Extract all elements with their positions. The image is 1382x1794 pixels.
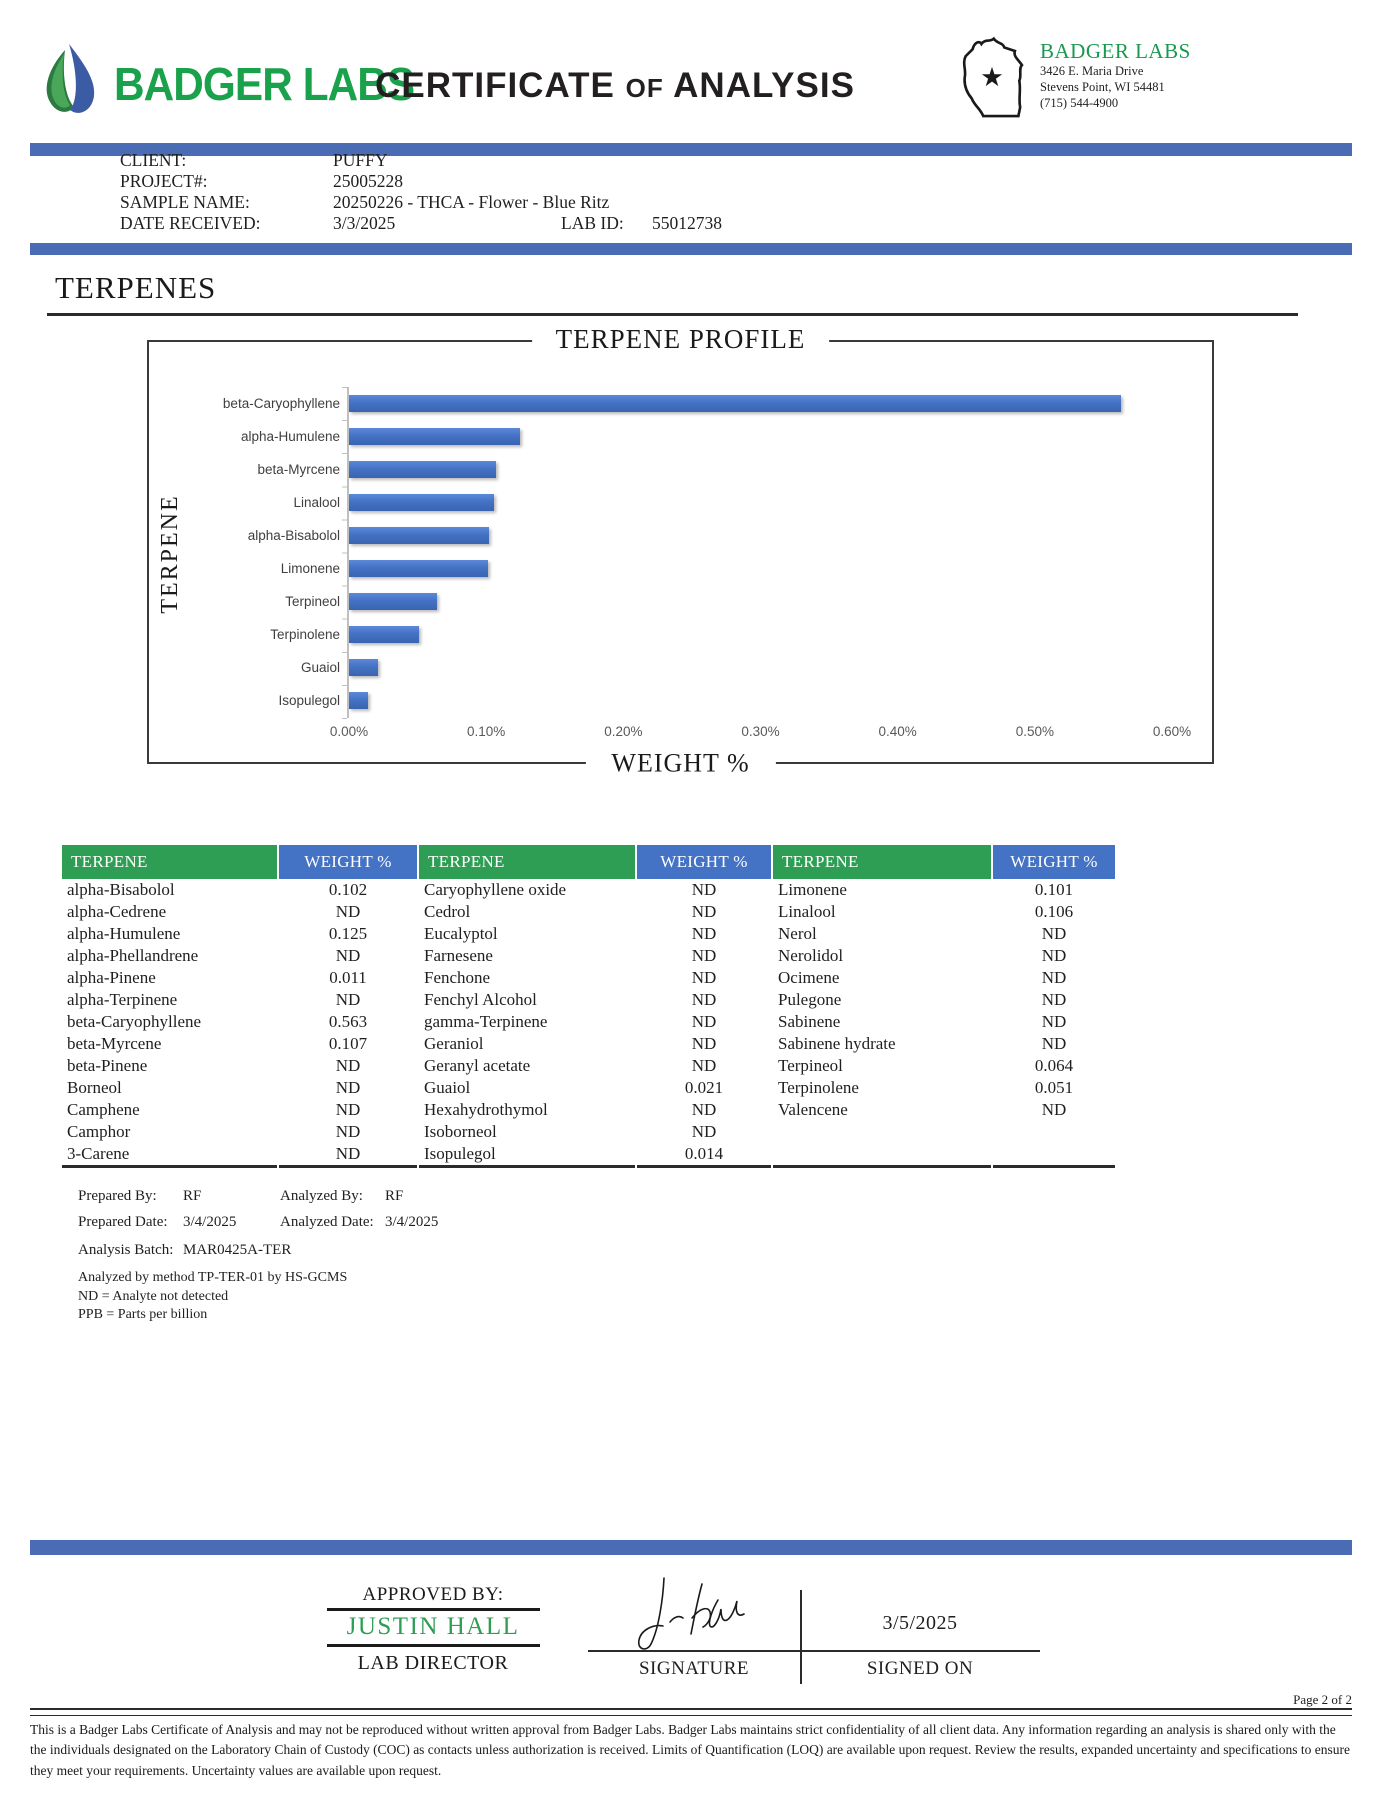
lab-name: BADGER LABS [1040, 39, 1191, 63]
weight-value-cell [993, 1121, 1115, 1143]
terpene-name-cell: beta-Pinene [67, 1056, 148, 1075]
star-icon: ★ [980, 62, 1004, 93]
chart-bar [349, 626, 419, 643]
terpene-name-cell: alpha-Pinene [67, 968, 156, 987]
chart-x-tick-label: 0.50% [1015, 724, 1054, 739]
chart-category-label: Isopulegol [278, 693, 340, 708]
lab-id-value: 55012738 [652, 213, 722, 233]
approver-name: JUSTIN HALL [346, 1613, 520, 1640]
chart-row [149, 420, 1170, 453]
terpene-name-cell: Pulegone [778, 990, 842, 1009]
terpene-name-cell: Nerol [778, 924, 817, 943]
weight-value-cell: ND [335, 946, 361, 965]
chart-bar [349, 560, 488, 577]
weight-value-cell: ND [335, 1056, 361, 1075]
chart-row [149, 585, 1170, 618]
weight-value-cell: 0.064 [1034, 1056, 1074, 1075]
chart-row [149, 453, 1170, 486]
chart-bar-track [349, 651, 1172, 684]
chart-bar [349, 461, 496, 478]
analyzed-date-value: 3/4/2025 [385, 1214, 439, 1230]
wisconsin-state-icon [948, 30, 1036, 135]
chart-bar-track [349, 420, 1172, 453]
chart-bar [349, 659, 378, 676]
weight-value-cell [993, 1143, 1115, 1168]
date-received-value: 3/3/2025 [333, 213, 396, 233]
weight-value-cell: 0.106 [1034, 902, 1074, 921]
chart-x-ticks [329, 724, 1192, 742]
weight-value-cell: ND [335, 902, 361, 921]
chart-bar-track [349, 519, 1172, 552]
terpene-name-cell: Eucalyptol [424, 924, 498, 943]
terpene-name-cell: Nerolidol [778, 946, 844, 965]
chart-category-label: alpha-Humulene [240, 429, 340, 444]
terpene-name-cell: Linalool [778, 902, 836, 921]
nd-note: ND = Analyte not detected [78, 1289, 229, 1304]
weight-value-cell: ND [1041, 1012, 1067, 1031]
weight-value-cell: ND [1041, 1100, 1067, 1119]
weight-value-cell: ND [1041, 968, 1067, 987]
signed-on-label: SIGNED ON [866, 1658, 974, 1679]
method-note: Analyzed by method TP-TER-01 by HS-GCMS [78, 1270, 348, 1285]
chart-x-tick-label: 0.10% [467, 724, 506, 739]
weight-value-cell: 0.102 [328, 880, 368, 899]
terpene-table-body [62, 879, 1115, 1168]
weight-value-cell: ND [1041, 1034, 1067, 1053]
terpene-name-cell: Hexahydrothymol [424, 1100, 548, 1119]
weight-value-cell: ND [1041, 990, 1067, 1009]
chart-x-axis-label: WEIGHT % [585, 749, 775, 779]
approved-by-label: APPROVED BY: [362, 1584, 504, 1605]
page-number: Page 2 of 2 [1293, 1692, 1352, 1707]
terpene-name-cell [773, 1121, 991, 1143]
chart-bar-track [349, 552, 1172, 585]
chart-bar-track [349, 486, 1172, 519]
chart-category-label: alpha-Bisabolol [247, 528, 340, 543]
sample-name-value: 20250226 - THCA - Flower - Blue Ritz [333, 192, 610, 212]
table-row [62, 1055, 1115, 1077]
terpene-name-cell: Terpinolene [778, 1078, 859, 1097]
chart-bar-track [349, 453, 1172, 486]
terpene-name-cell: alpha-Humulene [67, 924, 181, 943]
terpene-header-cell: TERPENE [773, 845, 991, 879]
chart-row [149, 519, 1170, 552]
table-row [62, 923, 1115, 945]
chart-bar [349, 593, 437, 610]
lab-id-label: LAB ID: [561, 213, 624, 233]
table-row [62, 901, 1115, 923]
weight-value-cell: ND [335, 1100, 361, 1119]
section-underline [47, 313, 1298, 316]
weight-value-cell: ND [279, 1143, 417, 1168]
weight-header-cell: WEIGHT % [993, 845, 1115, 879]
terpene-name-cell: Fenchyl Alcohol [424, 990, 537, 1009]
chart-row [149, 387, 1170, 420]
analysis-batch-value: MAR0425A-TER [183, 1242, 292, 1258]
analysis-batch-label: Analysis Batch: [78, 1242, 174, 1258]
chart-row [149, 486, 1170, 519]
chart-category-label: Terpinolene [270, 627, 340, 642]
table-row [62, 1033, 1115, 1055]
chart-y-axis-line [347, 387, 349, 718]
chart-category-label: Terpineol [285, 594, 340, 609]
terpene-name-cell: Geraniol [424, 1034, 484, 1053]
chart-row [149, 684, 1170, 717]
weight-value-cell: ND [691, 968, 717, 987]
terpene-name-cell: Guaiol [424, 1078, 471, 1097]
weight-header-cell: WEIGHT % [637, 845, 771, 879]
terpene-name-cell [773, 1143, 991, 1168]
signature-rule [588, 1650, 1040, 1652]
lab-phone: (715) 544-4900 [1040, 95, 1119, 110]
terpene-name-cell: Borneol [67, 1078, 122, 1097]
weight-value-cell: ND [691, 1100, 717, 1119]
weight-value-cell: ND [691, 1012, 717, 1031]
divider-bar-mid [30, 243, 1352, 255]
terpene-name-cell: alpha-Cedrene [67, 902, 167, 921]
chart-bar [349, 428, 520, 445]
terpene-name-cell: Caryophyllene oxide [424, 880, 567, 899]
terpene-name-cell: Terpineol [778, 1056, 843, 1075]
signature-label: SIGNATURE [638, 1658, 750, 1679]
table-row [62, 1121, 1115, 1143]
table-row [62, 1011, 1115, 1033]
terpene-table-header-row [62, 845, 1115, 879]
logo-wordmark: BADGER LABS [114, 57, 415, 110]
weight-value-cell: 0.107 [328, 1034, 368, 1053]
chart-bar-track [349, 684, 1172, 717]
terpene-header-cell: TERPENE [419, 845, 635, 879]
certificate-title: CERTIFICATE OF ANALYSIS [375, 66, 855, 105]
weight-value-cell: ND [691, 1122, 717, 1141]
weight-value-cell: ND [691, 902, 717, 921]
terpene-results-table [60, 845, 1117, 1168]
chart-row [149, 618, 1170, 651]
footer-double-rule [30, 1708, 1352, 1716]
sample-name-label: SAMPLE NAME: [120, 192, 250, 212]
weight-value-cell: ND [1041, 924, 1067, 943]
chart-x-tick-label: 0.60% [1152, 724, 1192, 739]
divider-bar-bottom [30, 1540, 1352, 1555]
chart-bar [349, 527, 489, 544]
weight-value-cell: 0.125 [328, 924, 368, 943]
terpene-name-cell: gamma-Terpinene [424, 1012, 548, 1031]
table-row [62, 1143, 1115, 1168]
weight-value-cell: 0.014 [637, 1143, 771, 1168]
weight-value-cell: ND [335, 1078, 361, 1097]
lab-address-line2: Stevens Point, WI 54481 [1040, 79, 1165, 94]
project-value: 25005228 [333, 171, 403, 191]
terpene-profile-chart [147, 324, 1214, 778]
chart-bar [349, 692, 368, 709]
weight-value-cell: ND [691, 1056, 717, 1075]
chart-category-label: Limonene [280, 561, 340, 576]
section-heading-terpenes: TERPENES [55, 270, 217, 305]
approved-by-rule-bottom [327, 1644, 540, 1647]
table-row [62, 1077, 1115, 1099]
weight-value-cell: 0.021 [684, 1078, 724, 1097]
terpene-header-cell: TERPENE [62, 845, 277, 879]
chart-bar [349, 494, 494, 511]
chart-x-tick-label: 0.20% [604, 724, 643, 739]
analyzed-date-label: Analyzed Date: [280, 1214, 374, 1230]
date-received-label: DATE RECEIVED: [120, 213, 261, 233]
terpene-name-cell: Camphene [67, 1100, 140, 1119]
prepared-date-value: 3/4/2025 [183, 1214, 237, 1230]
terpene-name-cell: Isoborneol [424, 1122, 497, 1141]
chart-row [149, 552, 1170, 585]
client-label: CLIENT: [120, 150, 187, 170]
prepared-by-label: Prepared By: [78, 1188, 157, 1204]
chart-y-axis-label: TERPENE [157, 494, 183, 614]
chart-x-tick-label: 0.30% [741, 724, 780, 739]
chart-category-label: Linalool [293, 495, 340, 510]
weight-value-cell: ND [691, 924, 717, 943]
weight-value-cell: ND [335, 1122, 361, 1141]
chart-bar-track [349, 618, 1172, 651]
chart-x-tick-label: 0.40% [878, 724, 917, 739]
terpene-name-cell: Farnesene [424, 946, 493, 965]
weight-value-cell: ND [691, 880, 717, 899]
terpene-name-cell: Geranyl acetate [424, 1056, 531, 1075]
weight-value-cell: 0.101 [1034, 880, 1074, 899]
leaf-drop-logo-icon [38, 44, 100, 123]
terpene-name-cell: beta-Caryophyllene [67, 1012, 202, 1031]
signed-date: 3/5/2025 [882, 1612, 958, 1634]
chart-category-label: Guaiol [300, 660, 340, 675]
chart-category-label: beta-Caryophyllene [222, 396, 340, 411]
signature-image [612, 1572, 782, 1657]
terpene-name-cell: Camphor [67, 1122, 131, 1141]
terpene-name-cell: 3-Carene [62, 1143, 277, 1168]
prepared-by-value: RF [183, 1188, 202, 1204]
analyzed-by-label: Analyzed By: [280, 1188, 363, 1204]
weight-value-cell: 0.563 [328, 1012, 368, 1031]
lab-address-line1: 3426 E. Maria Drive [1040, 64, 1144, 79]
terpene-name-cell: Fenchone [424, 968, 491, 987]
divider-bar-top [30, 143, 1352, 156]
table-row [62, 989, 1115, 1011]
weight-value-cell: 0.011 [329, 968, 367, 987]
terpene-name-cell: alpha-Bisabolol [67, 880, 175, 899]
terpene-name-cell: Ocimene [778, 968, 840, 987]
weight-value-cell: 0.051 [1034, 1078, 1074, 1097]
terpene-name-cell: Valencene [778, 1100, 848, 1119]
chart-bar-track [349, 585, 1172, 618]
terpene-name-cell: alpha-Terpinene [67, 990, 178, 1009]
terpene-name-cell: alpha-Phellandrene [67, 946, 199, 965]
terpene-name-cell: beta-Myrcene [67, 1034, 162, 1053]
table-row [62, 945, 1115, 967]
terpene-name-cell: Limonene [778, 880, 847, 899]
chart-x-tick-label: 0.00% [329, 724, 369, 739]
ppb-note: PPB = Parts per billion [78, 1307, 208, 1322]
weight-value-cell: ND [335, 990, 361, 1009]
chart-bar [349, 395, 1121, 412]
weight-value-cell: ND [691, 946, 717, 965]
chart-rows [149, 387, 1170, 717]
analyzed-by-value: RF [385, 1188, 404, 1204]
chart-bar-track [349, 387, 1172, 420]
project-label: PROJECT#: [120, 171, 208, 191]
table-row [62, 879, 1115, 901]
chart-category-label: beta-Myrcene [257, 462, 340, 477]
approved-by-rule-top [327, 1608, 540, 1611]
terpene-name-cell: Cedrol [424, 902, 471, 921]
terpene-name-cell: Sabinene [778, 1012, 841, 1031]
table-row [62, 967, 1115, 989]
prepared-date-label: Prepared Date: [78, 1214, 168, 1230]
weight-header-cell: WEIGHT % [279, 845, 417, 879]
table-row [62, 1099, 1115, 1121]
terpene-name-cell: Sabinene hydrate [778, 1034, 896, 1053]
chart-title: TERPENE PROFILE [532, 324, 830, 355]
disclaimer-text: This is a Badger Labs Certificate of Analysis and may not be reproduced without written approval from Badger Labs. Badger Labs maintains strict confidentiality of all client data. Any information regarding an analysis is shared only with the the individuals designated on the Laboratory Chain of Custody (COC) as contacts unless authorization is received. Limits of Quantification (LOQ) are available upon request. Review the results, expanded uncertainty and specifications to ensure they meet your requirements. Uncertainty values are available upon request. [30, 1722, 1351, 1778]
weight-value-cell: ND [1041, 946, 1067, 965]
terpene-name-cell: Isopulegol [419, 1143, 635, 1168]
weight-value-cell: ND [691, 1034, 717, 1053]
weight-value-cell: ND [691, 990, 717, 1009]
lab-contact-info [1040, 38, 1191, 111]
approver-title: LAB DIRECTOR [357, 1652, 509, 1674]
chart-row [149, 651, 1170, 684]
client-value: PUFFY [333, 150, 388, 170]
